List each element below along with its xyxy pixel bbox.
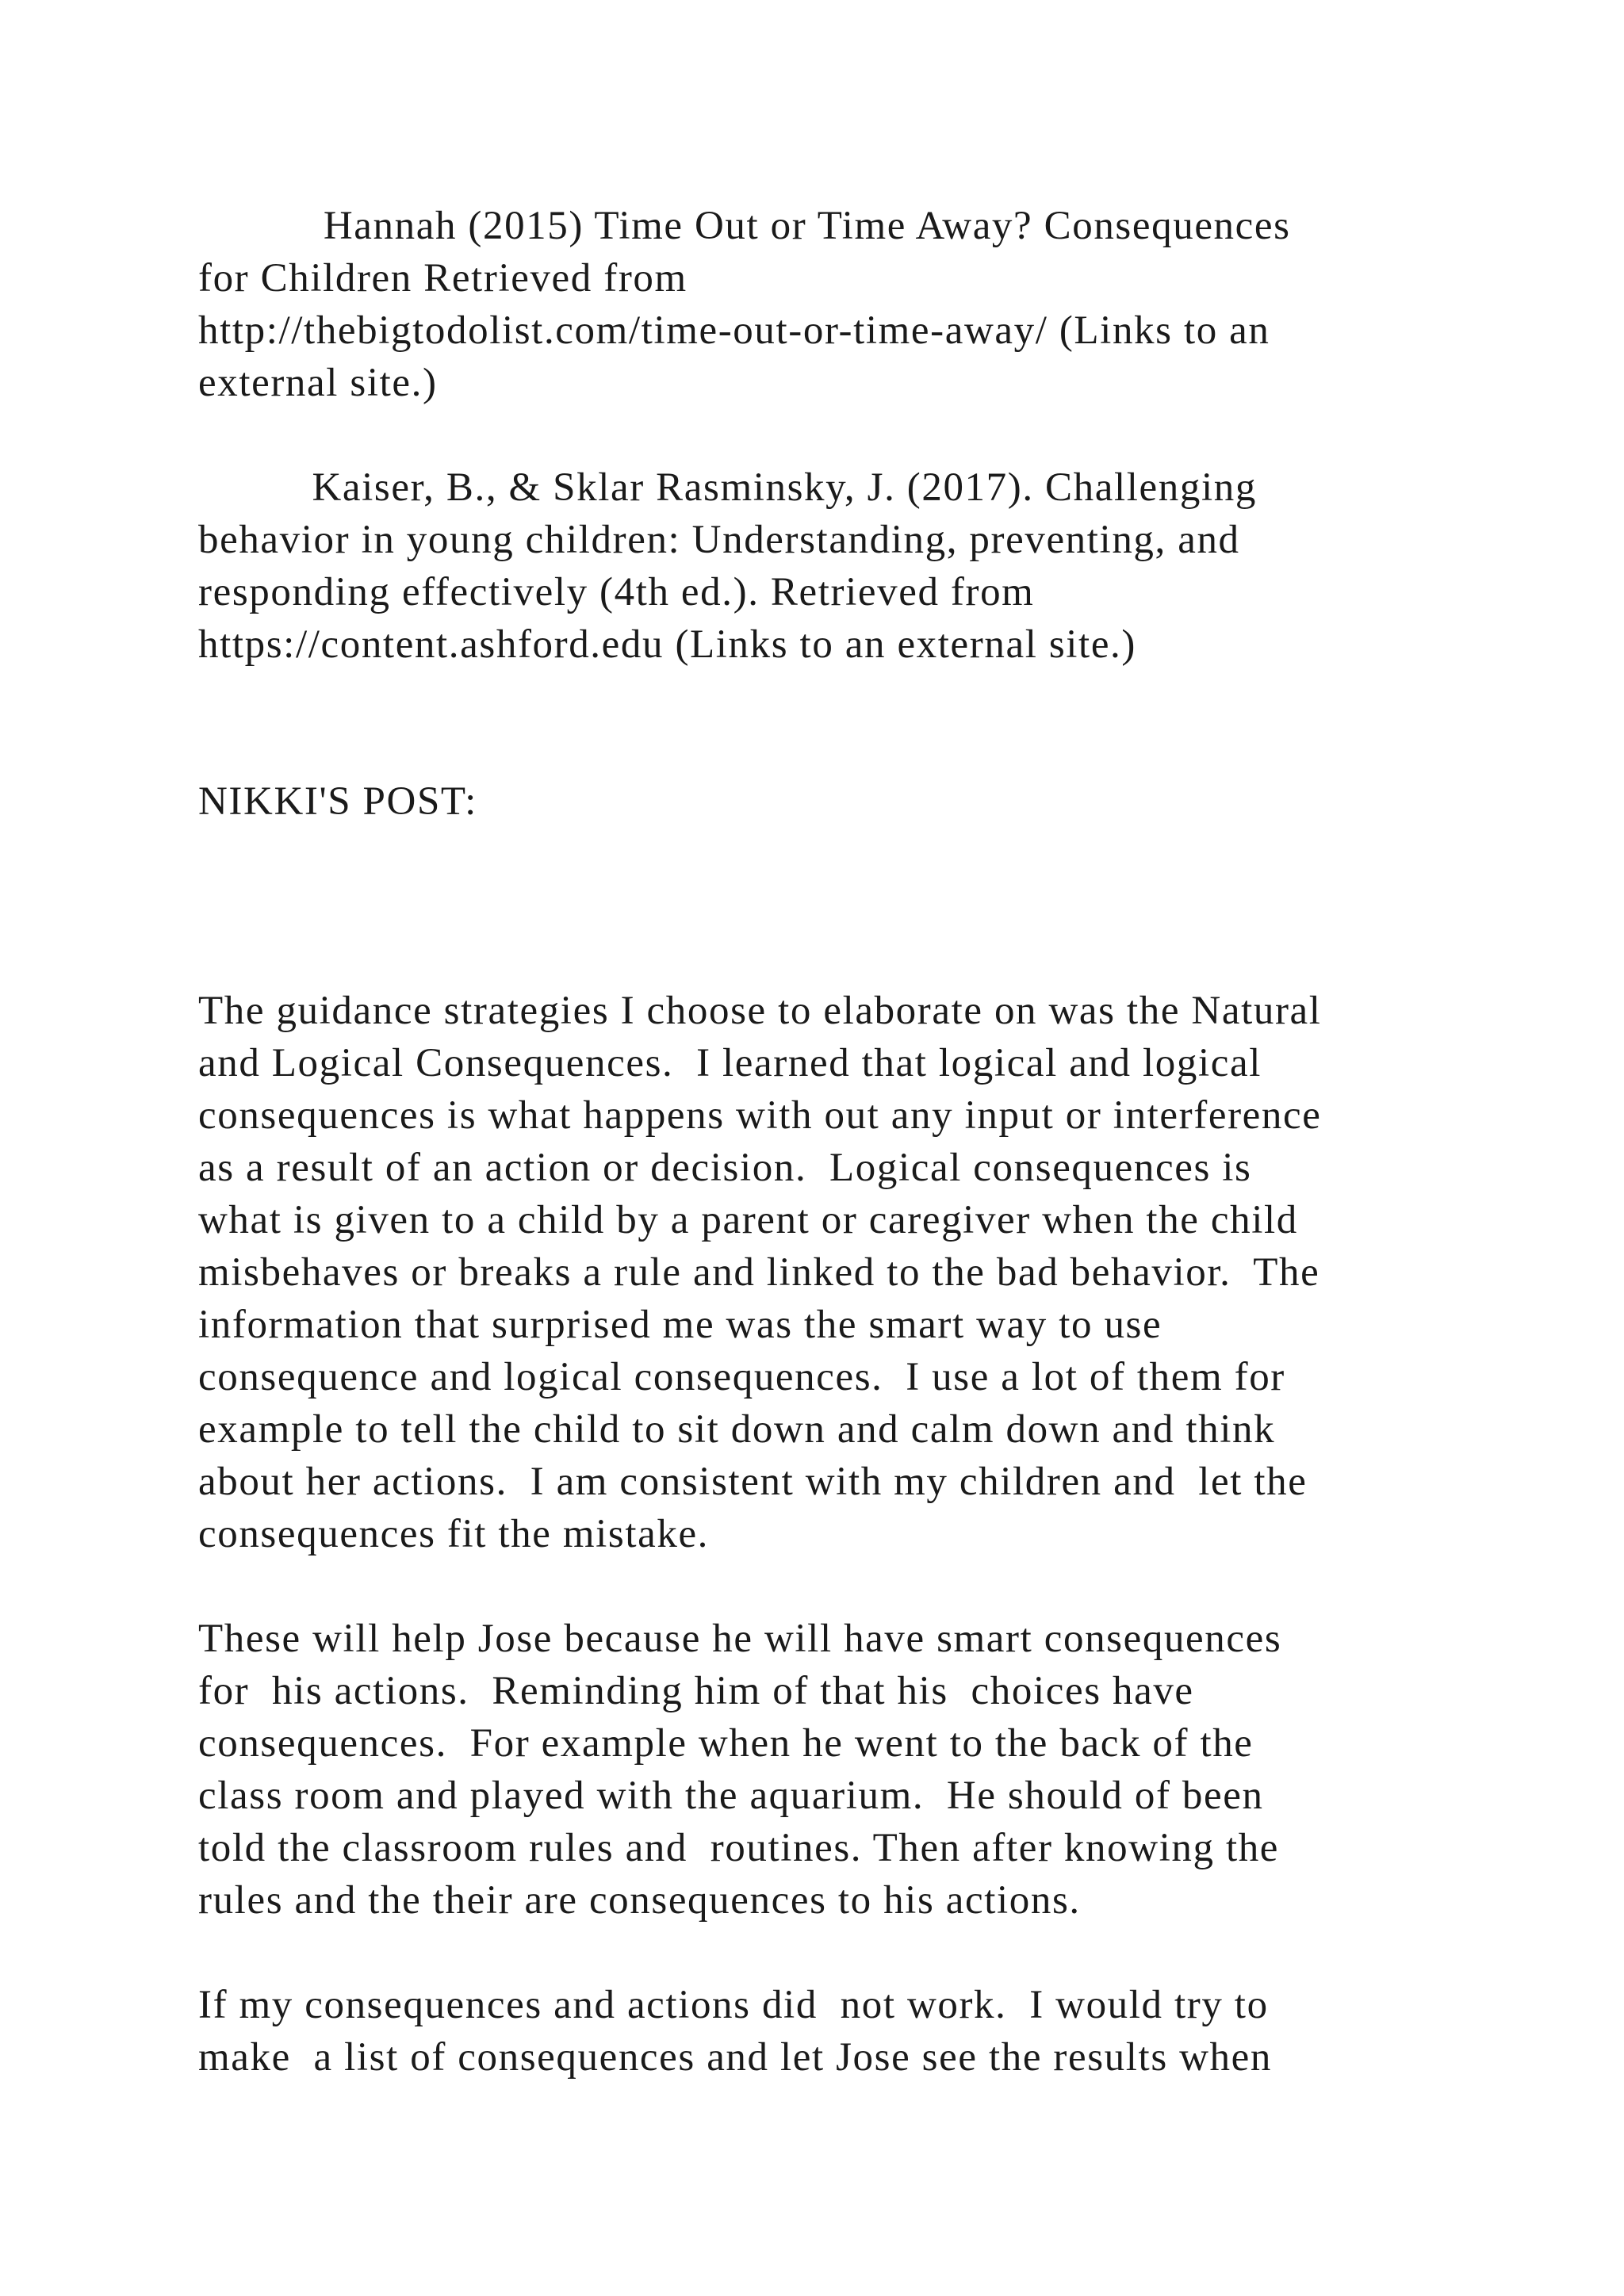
document-body [198,200,1467,2084]
paragraph-line: misbehaves or breaks a rule and linked to the bad behavior. The [198,1250,1320,1295]
paragraph-2 [198,1613,1467,1927]
paragraph-line: These will help Jose because he will have smart consequences [198,1617,1282,1661]
spacer [198,1560,1467,1613]
paragraph-line: The guidance strategies I choose to elaborate on was the Natural [198,989,1322,1033]
spacer [198,409,1467,461]
paragraph-line: about her actions. I am consistent with my children and let the [198,1460,1308,1504]
paragraph-line: consequences. For example when he went to the back of the [198,1721,1254,1766]
reference-line: behavior in young children: Understanding, preventing, and [198,518,1240,562]
paragraph-line: as a result of an action or decision. Logical consequences is [198,1146,1252,1190]
paragraph-line: rules and the their are consequences to his actions. [198,1878,1081,1923]
spacer [198,828,1467,985]
paragraph-3 [198,1979,1467,2084]
paragraph-line: information that surprised me was the smart way to use [198,1303,1162,1347]
paragraph-line: what is given to a child by a parent or caregiver when the child [198,1198,1298,1242]
paragraph-1 [198,985,1467,1560]
paragraph-line: consequence and logical consequences. I use a lot of them for [198,1355,1285,1399]
paragraph-line: If my consequences and actions did not work. I would try to [198,1983,1269,2027]
reference-line: external site.) [198,361,438,405]
paragraph-line: class room and played with the aquarium. He should of been [198,1774,1264,1818]
paragraph-line: for his actions. Reminding him of that his choices have [198,1669,1194,1713]
reference-line: Hannah (2015) Time Out or Time Away? Consequences [198,204,1291,248]
paragraph-line: told the classroom rules and routines. Then after knowing the [198,1826,1280,1870]
paragraph-line: and Logical Consequences. I learned that logical and logical [198,1041,1262,1085]
paragraph-line: example to tell the child to sit down and calm down and think [198,1407,1276,1452]
reference-line: http://thebigtodolist.com/time-out-or-time-away/ (Links to an [198,308,1270,353]
paragraph-line: consequences is what happens with out any input or interference [198,1093,1322,1138]
reference-kaiser [198,461,1467,671]
reference-line: responding effectively (4th ed.). Retrieved from [198,570,1035,614]
paragraph-line: make a list of consequences and let Jose see the results when [198,2035,1272,2080]
reference-line: for Children Retrieved from [198,256,688,300]
reference-line: https://content.ashford.edu (Links to an external site.) [198,622,1136,667]
spacer [198,671,1467,775]
spacer [198,1927,1467,1979]
paragraph-line: consequences fit the mistake. [198,1512,710,1556]
reference-hannah [198,200,1467,409]
post-heading: NIKKI'S POST: [198,779,477,824]
reference-line: Kaiser, B., & Sklar Rasminsky, J. (2017). Challenging [198,465,1257,510]
